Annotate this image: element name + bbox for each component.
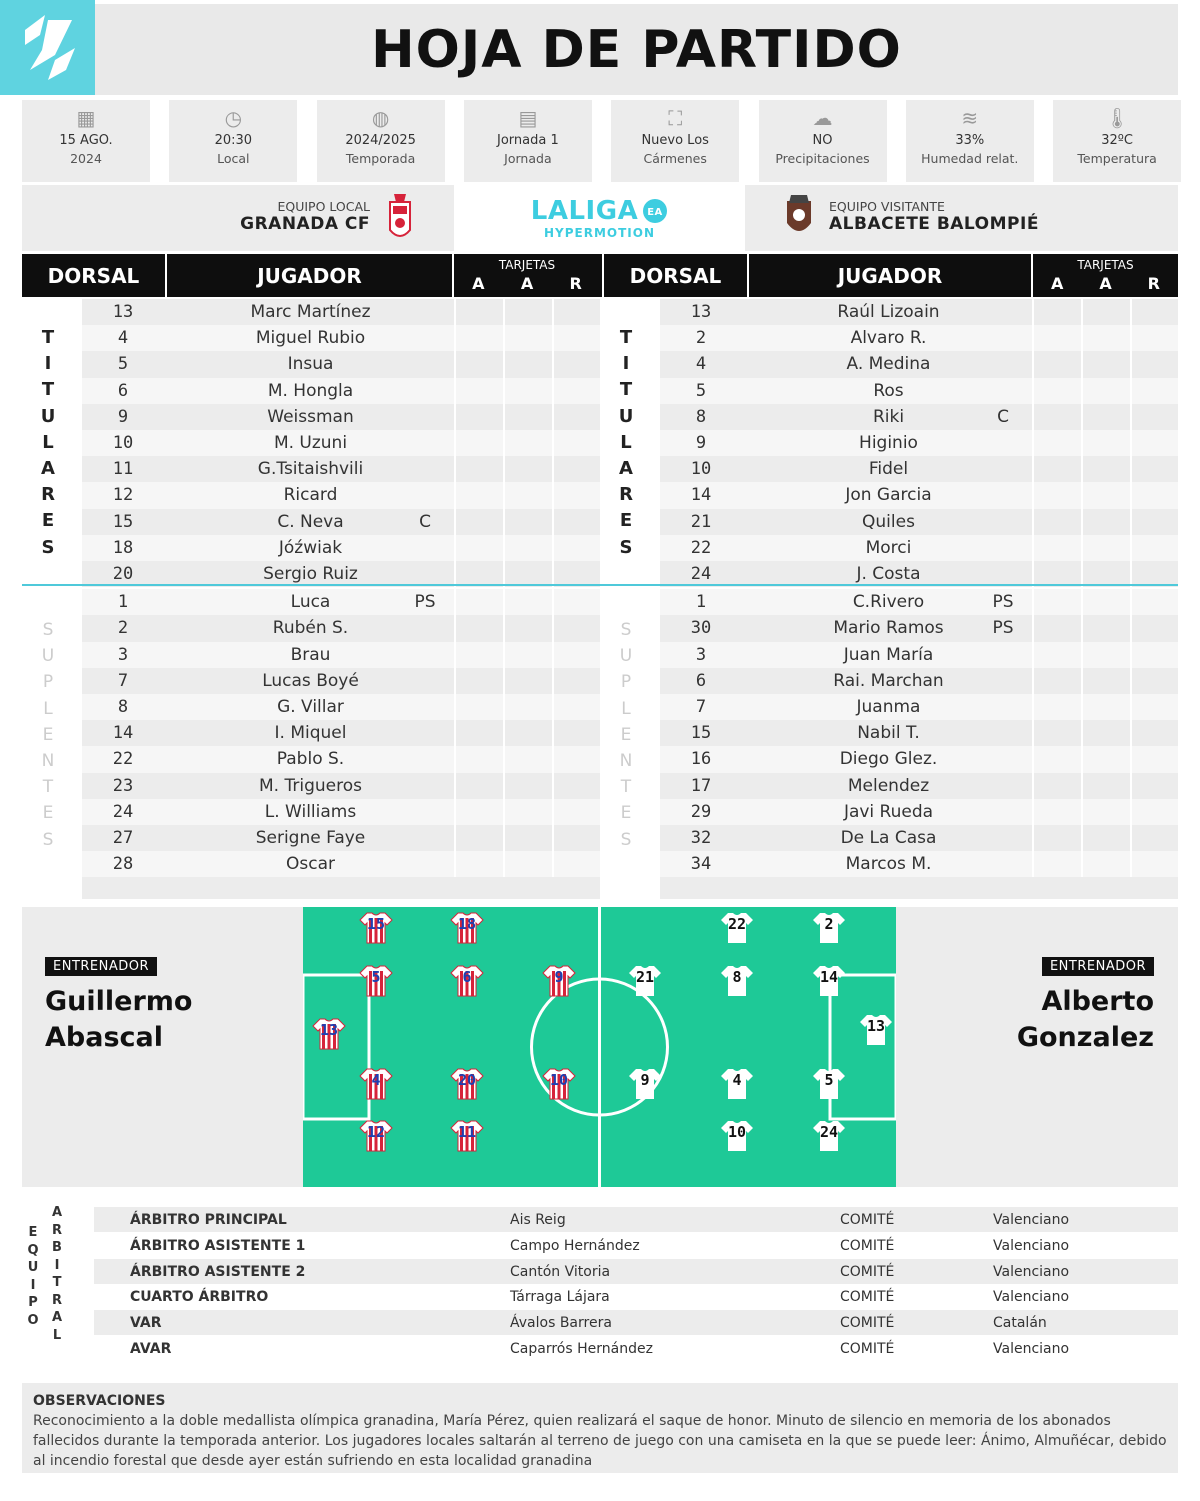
card-column-separator — [1130, 299, 1132, 877]
player-row — [600, 404, 1178, 430]
player-name: Juan María — [843, 644, 934, 665]
shirt-number: 11 — [457, 1123, 477, 1141]
shirt-number: 5 — [824, 1071, 834, 1089]
player-name: J. Costa — [856, 564, 921, 584]
player-row — [22, 325, 600, 351]
player-number: 18 — [112, 537, 134, 558]
shirt-number: 5 — [371, 968, 381, 986]
info-value: 20:30 — [214, 133, 253, 148]
home-shirt-icon — [312, 1016, 346, 1050]
info-value: NO — [812, 133, 833, 148]
player-row — [600, 482, 1178, 508]
starters-subs-divider — [22, 584, 1178, 586]
player-name: Higinio — [859, 433, 918, 453]
referee-role: ÁRBITRO ASISTENTE 2 — [130, 1263, 306, 1280]
home-team-band — [22, 185, 454, 251]
player-number: 32 — [690, 828, 712, 848]
away-coach-last: Gonzalez — [1016, 1022, 1154, 1053]
granada-crest-icon — [386, 190, 414, 246]
player-name: A. Medina — [846, 354, 931, 375]
info-value: 32ºC — [1101, 133, 1133, 148]
player-name: Riki — [872, 406, 905, 427]
player-tag: C — [419, 511, 431, 532]
player-number: 27 — [112, 828, 134, 848]
home-jugador-header: JUGADOR — [167, 254, 454, 297]
player-number: 11 — [112, 459, 134, 480]
suplentes-vertical-label: S U P L E N T E S — [41, 620, 55, 850]
home-coach-last: Abascal — [45, 1022, 163, 1053]
home-shirt-icon — [542, 963, 576, 997]
away-coach-first: Alberto — [1041, 986, 1154, 1017]
player-row — [22, 746, 600, 772]
info-value: 2024/2025 — [345, 133, 416, 148]
league-logo — [454, 185, 745, 251]
player-number: 7 — [117, 670, 129, 691]
player-name: Marc Martínez — [250, 302, 371, 322]
shirt-number: 22 — [727, 915, 747, 933]
player-name: Diego Glez. — [839, 749, 938, 770]
shirt-number: 9 — [640, 1071, 650, 1089]
referee-comite: COMITÉ — [840, 1289, 895, 1306]
player-number: 28 — [112, 854, 134, 875]
humidity-icon: ≋ — [961, 106, 979, 130]
calendar-grid-icon: ▤ — [518, 106, 538, 130]
arbitral-vertical-label: A R B I T R A L — [51, 1205, 63, 1343]
shirt-number: 15 — [366, 915, 386, 933]
player-name: Nabil T. — [857, 723, 920, 744]
player-number: 4 — [695, 354, 707, 375]
card-column-separator — [1081, 299, 1083, 877]
player-name: Fidel — [868, 459, 909, 480]
referee-name: Cantón Vitoria — [510, 1263, 611, 1280]
player-row — [600, 799, 1178, 825]
referee-comite: COMITÉ — [840, 1212, 895, 1228]
away-tarjetas-label: TARJETAS — [1077, 258, 1134, 272]
player-name: Ros — [873, 380, 904, 401]
card-r-label: R — [1147, 274, 1160, 293]
player-tag: PS — [414, 592, 436, 613]
player-number: 5 — [695, 380, 707, 401]
player-row — [22, 378, 600, 404]
player-row — [22, 430, 600, 456]
player-row — [600, 615, 1178, 641]
rain-cloud-icon: ☁ — [812, 106, 833, 130]
player-number: 10 — [112, 433, 134, 453]
player-row — [22, 851, 600, 877]
away-coach-label: ENTRENADOR — [1042, 957, 1154, 976]
home-table-header — [22, 254, 600, 297]
player-number: 21 — [690, 511, 712, 532]
player-name: G.Tsitaishvili — [257, 459, 364, 480]
player-name: Insua — [287, 354, 334, 375]
thermometer-icon: 🌡 — [1104, 106, 1130, 130]
info-box — [611, 100, 739, 182]
player-row — [22, 351, 600, 377]
player-number: 15 — [690, 723, 712, 744]
shirt-number: 10 — [549, 1071, 569, 1089]
player-name: Javi Rueda — [843, 801, 934, 822]
home-coach-label: ENTRENADOR — [45, 957, 157, 976]
player-row — [22, 642, 600, 668]
player-name: C. Neva — [277, 511, 344, 532]
info-value: 15 AGO. — [59, 133, 113, 148]
player-row — [600, 351, 1178, 377]
player-number: 13 — [112, 302, 134, 322]
referee-name: Campo Hernández — [510, 1237, 640, 1254]
player-number: 34 — [690, 854, 712, 875]
shirt-number: 9 — [554, 968, 564, 986]
player-row — [22, 456, 600, 482]
player-row — [600, 378, 1178, 404]
player-name: Serigne Faye — [255, 828, 366, 848]
referee-role: CUARTO ÁRBITRO — [130, 1289, 269, 1306]
info-box — [317, 100, 445, 182]
titulares-vertical-label: T I T U L A R E S — [618, 327, 634, 558]
player-name: Rubén S. — [272, 618, 349, 639]
player-number: 13 — [690, 302, 712, 322]
player-name: I. Miquel — [274, 723, 347, 744]
shirt-number: 21 — [635, 968, 655, 986]
player-row — [600, 430, 1178, 456]
away-shirt-icon — [628, 963, 662, 997]
referee-row — [94, 1284, 1178, 1309]
laliga-mark-icon — [0, 0, 95, 95]
player-name: Ricard — [283, 485, 338, 506]
referee-comite: COMITÉ — [840, 1263, 895, 1280]
player-number: 7 — [695, 697, 707, 717]
player-number: 16 — [690, 749, 712, 770]
player-row — [600, 642, 1178, 668]
referee-row — [94, 1259, 1178, 1284]
away-shirt-icon — [720, 963, 754, 997]
player-tag: PS — [992, 592, 1014, 613]
referee-comite: COMITÉ — [840, 1315, 895, 1332]
player-number: 6 — [695, 670, 707, 691]
player-name: G. Villar — [277, 697, 344, 717]
player-row — [22, 404, 600, 430]
player-name: M. Hongla — [267, 380, 354, 401]
referee-comite: COMITÉ — [840, 1237, 895, 1254]
card-column-separator — [454, 299, 456, 877]
player-row — [22, 589, 600, 615]
card-column-separator — [1032, 299, 1034, 877]
away-table-header — [600, 254, 1178, 297]
card-a1-label: A — [472, 274, 485, 293]
player-name: M. Trigueros — [259, 775, 362, 796]
away-shirt-icon — [812, 1118, 846, 1152]
referee-region: Valenciano — [993, 1263, 1070, 1280]
player-row — [22, 615, 600, 641]
player-number: 14 — [112, 723, 134, 744]
info-sub: Temperatura — [1077, 151, 1157, 166]
player-row — [22, 299, 600, 325]
player-number: 8 — [117, 697, 129, 717]
info-box — [759, 100, 887, 182]
row-background — [82, 877, 600, 899]
player-row — [600, 325, 1178, 351]
player-row — [22, 482, 600, 508]
player-number: 10 — [690, 459, 712, 480]
player-number: 12 — [112, 485, 134, 506]
player-row — [600, 668, 1178, 694]
player-name: Melendez — [847, 775, 930, 796]
card-a2-label: A — [1099, 274, 1112, 293]
player-row — [22, 694, 600, 720]
home-shirt-icon — [359, 963, 393, 997]
observaciones-box — [22, 1383, 1178, 1473]
info-value: 33% — [955, 133, 985, 148]
player-number: 17 — [690, 775, 712, 796]
home-shirt-icon — [542, 1066, 576, 1100]
info-sub: Temporada — [345, 151, 416, 166]
card-column-separator — [552, 299, 554, 877]
referee-region: Valenciano — [993, 1341, 1070, 1357]
titulares-vertical-label: T I T U L A R E S — [40, 327, 56, 558]
player-name: Mario Ramos — [833, 618, 944, 639]
league-sub: HYPERMOTION — [543, 226, 655, 240]
referee-role: ÁRBITRO ASISTENTE 1 — [130, 1237, 306, 1254]
referee-role: VAR — [130, 1315, 162, 1332]
lineup-pitch — [303, 907, 896, 1187]
player-name: Luca — [290, 592, 331, 613]
away-shirt-icon — [720, 910, 754, 944]
info-sub: Cármenes — [643, 151, 707, 166]
home-tarjetas-header — [454, 254, 600, 297]
card-a2-label: A — [520, 274, 534, 293]
player-row — [600, 299, 1178, 325]
info-box — [464, 100, 592, 182]
referee-region: Valenciano — [993, 1237, 1070, 1254]
player-name: Brau — [290, 644, 331, 665]
player-name: Juanma — [856, 697, 921, 717]
info-box — [22, 100, 150, 182]
row-background — [660, 877, 1178, 899]
player-name: Pablo S. — [276, 749, 345, 770]
player-number: 6 — [117, 380, 129, 401]
player-name: Oscar — [286, 854, 335, 875]
home-dorsal-header: DORSAL — [22, 254, 167, 297]
away-shirt-icon — [812, 910, 846, 944]
player-row — [600, 694, 1178, 720]
shirt-number: 4 — [732, 1071, 742, 1089]
player-number: 22 — [690, 537, 712, 558]
player-number: 30 — [690, 618, 712, 639]
info-sub: Humedad relat. — [921, 151, 1019, 166]
clock-icon: ◷ — [224, 106, 243, 130]
away-shirt-icon — [812, 963, 846, 997]
away-shirt-icon — [628, 1066, 662, 1100]
player-number: 22 — [112, 749, 134, 770]
player-row — [22, 773, 600, 799]
player-row — [22, 825, 600, 851]
player-name: Rai. Marchan — [833, 670, 944, 691]
stadium-icon: ⛶ — [668, 106, 683, 130]
player-row — [600, 720, 1178, 746]
observaciones-text: Reconocimiento a la doble medallista olímpica granadina, María Pérez, quien realizará el saque de honor. Minuto de silencio en memoria de los abonados fallecidos durante la temporada anterior. Los jugadores locales saltarán al terreno de juego con una camiseta en la que se puede leer: Ánimo, Almuñécar, debido al incendio forestal que desde ayer están sufriendo en esta localidad granadina — [33, 1413, 1167, 1469]
player-row — [22, 720, 600, 746]
info-value: Nuevo Los — [641, 133, 709, 148]
player-number: 9 — [117, 406, 129, 427]
shirt-number: 10 — [727, 1123, 747, 1141]
player-number: 24 — [112, 801, 134, 822]
player-number: 3 — [695, 644, 707, 665]
home-shirt-icon — [450, 1066, 484, 1100]
referee-row — [94, 1207, 1178, 1232]
player-row — [600, 825, 1178, 851]
info-box — [169, 100, 297, 182]
player-name: Lucas Boyé — [262, 670, 359, 691]
player-number: 14 — [690, 485, 712, 506]
home-shirt-icon — [359, 1066, 393, 1100]
player-name: Quiles — [862, 511, 915, 532]
home-shirt-icon — [450, 1118, 484, 1152]
title-bar — [95, 4, 1178, 95]
player-number: 8 — [695, 406, 707, 427]
shirt-number: 2 — [824, 915, 834, 933]
player-number: 20 — [112, 564, 134, 584]
shirt-number: 14 — [819, 968, 839, 986]
info-sub: Jornada — [504, 151, 552, 166]
away-shirt-icon — [812, 1066, 846, 1100]
player-row — [600, 456, 1178, 482]
referee-name: Ávalos Barrera — [510, 1315, 612, 1332]
player-number: 1 — [695, 592, 707, 613]
away-team-band — [745, 185, 1178, 251]
player-row — [22, 509, 600, 535]
player-name: C.Rivero — [852, 592, 925, 613]
player-number: 1 — [117, 592, 129, 613]
referee-name: Caparrós Hernández — [510, 1341, 653, 1357]
referee-row — [94, 1310, 1178, 1335]
home-shirt-icon — [359, 1118, 393, 1152]
shirt-number: 24 — [819, 1123, 839, 1141]
home-team-name: GRANADA CF — [240, 214, 370, 234]
player-tag: PS — [992, 618, 1014, 639]
info-box — [906, 100, 1034, 182]
referee-role: ÁRBITRO PRINCIPAL — [130, 1212, 287, 1228]
player-number: 2 — [695, 328, 707, 349]
shirt-number: 20 — [457, 1071, 477, 1089]
card-column-separator — [503, 299, 505, 877]
observaciones-title: OBSERVACIONES — [33, 1393, 166, 1409]
calendar-icon: ▦ — [76, 106, 96, 130]
player-row — [600, 773, 1178, 799]
away-team-name: ALBACETE BALOMPIÉ — [829, 214, 1039, 234]
referee-name: Ais Reig — [510, 1212, 566, 1228]
shirt-number: 18 — [457, 915, 477, 933]
referee-row — [94, 1336, 1178, 1361]
card-r-label: R — [569, 274, 582, 293]
player-name: M. Uzuni — [273, 433, 348, 453]
info-sub: Local — [217, 151, 250, 166]
player-name: Alvaro R. — [850, 328, 927, 349]
player-name: Miguel Rubio — [255, 328, 366, 349]
info-sub: Precipitaciones — [775, 151, 870, 166]
player-number: 23 — [112, 775, 134, 796]
player-row — [22, 799, 600, 825]
page-title: HOJA DE PARTIDO — [371, 19, 902, 80]
player-row — [600, 851, 1178, 877]
player-row — [22, 535, 600, 561]
away-shirt-icon — [720, 1118, 754, 1152]
info-value: Jornada 1 — [497, 133, 559, 148]
card-a1-label: A — [1050, 274, 1064, 293]
player-tag: C — [997, 406, 1009, 427]
referee-region: Valenciano — [993, 1289, 1070, 1306]
player-name: Jóźwiak — [278, 537, 343, 558]
referee-row — [94, 1233, 1178, 1258]
svg-text:EA: EA — [647, 207, 663, 218]
player-name: Weissman — [267, 406, 354, 427]
player-row — [22, 668, 600, 694]
shirt-number: 4 — [371, 1071, 381, 1089]
player-number: 24 — [690, 564, 712, 584]
player-name: Morci — [865, 537, 912, 558]
player-name: Marcos M. — [845, 854, 932, 875]
suplentes-vertical-label: S U P L E N T E S — [619, 620, 633, 850]
player-name: Sergio Ruiz — [263, 564, 358, 584]
player-number: 2 — [117, 618, 129, 639]
player-name: Jon Garcia — [845, 485, 932, 506]
referee-comite: COMITÉ — [840, 1341, 895, 1357]
shirt-number: 6 — [462, 968, 472, 986]
equipo-vertical-label: E Q U I P O — [27, 1225, 39, 1328]
shirt-number: 12 — [366, 1123, 386, 1141]
ea-sports-icon — [642, 198, 668, 224]
shirt-number: 13 — [866, 1017, 886, 1035]
home-team-label: EQUIPO LOCAL — [277, 199, 370, 214]
player-number: 29 — [690, 801, 712, 822]
away-shirt-icon — [720, 1066, 754, 1100]
info-sub: 2024 — [70, 151, 102, 166]
home-shirt-icon — [450, 963, 484, 997]
player-name: De La Casa — [840, 828, 937, 848]
player-number: 5 — [117, 354, 129, 375]
player-name: Raúl Lizoain — [837, 302, 940, 322]
away-jugador-header: JUGADOR — [749, 254, 1033, 297]
referee-role: AVAR — [130, 1341, 172, 1357]
referee-region: Catalán — [993, 1315, 1047, 1332]
shirt-number: 13 — [319, 1021, 339, 1039]
referee-region: Valenciano — [993, 1212, 1070, 1228]
player-number: 3 — [117, 644, 129, 665]
away-tarjetas-header — [1033, 254, 1178, 297]
player-row — [600, 535, 1178, 561]
player-number: 15 — [112, 511, 134, 532]
home-shirt-icon — [359, 910, 393, 944]
player-number: 4 — [117, 328, 129, 349]
ball-icon: ◍ — [371, 106, 390, 130]
home-coach-first: Guillermo — [45, 986, 193, 1017]
player-number: 9 — [695, 433, 707, 453]
player-row — [600, 509, 1178, 535]
away-team-label: EQUIPO VISITANTE — [829, 199, 945, 214]
home-shirt-icon — [450, 910, 484, 944]
player-row — [600, 589, 1178, 615]
referee-name: Tárraga Lájara — [510, 1289, 610, 1306]
info-box — [1053, 100, 1181, 182]
league-name: LALIGA — [530, 196, 639, 226]
shirt-number: 8 — [732, 968, 742, 986]
player-row — [600, 746, 1178, 772]
player-name: L. Williams — [264, 801, 357, 822]
albacete-crest-icon — [783, 193, 815, 241]
away-shirt-icon — [859, 1012, 893, 1046]
laliga-logo — [0, 0, 95, 95]
home-tarjetas-label: TARJETAS — [498, 258, 556, 272]
away-dorsal-header: DORSAL — [602, 254, 749, 297]
